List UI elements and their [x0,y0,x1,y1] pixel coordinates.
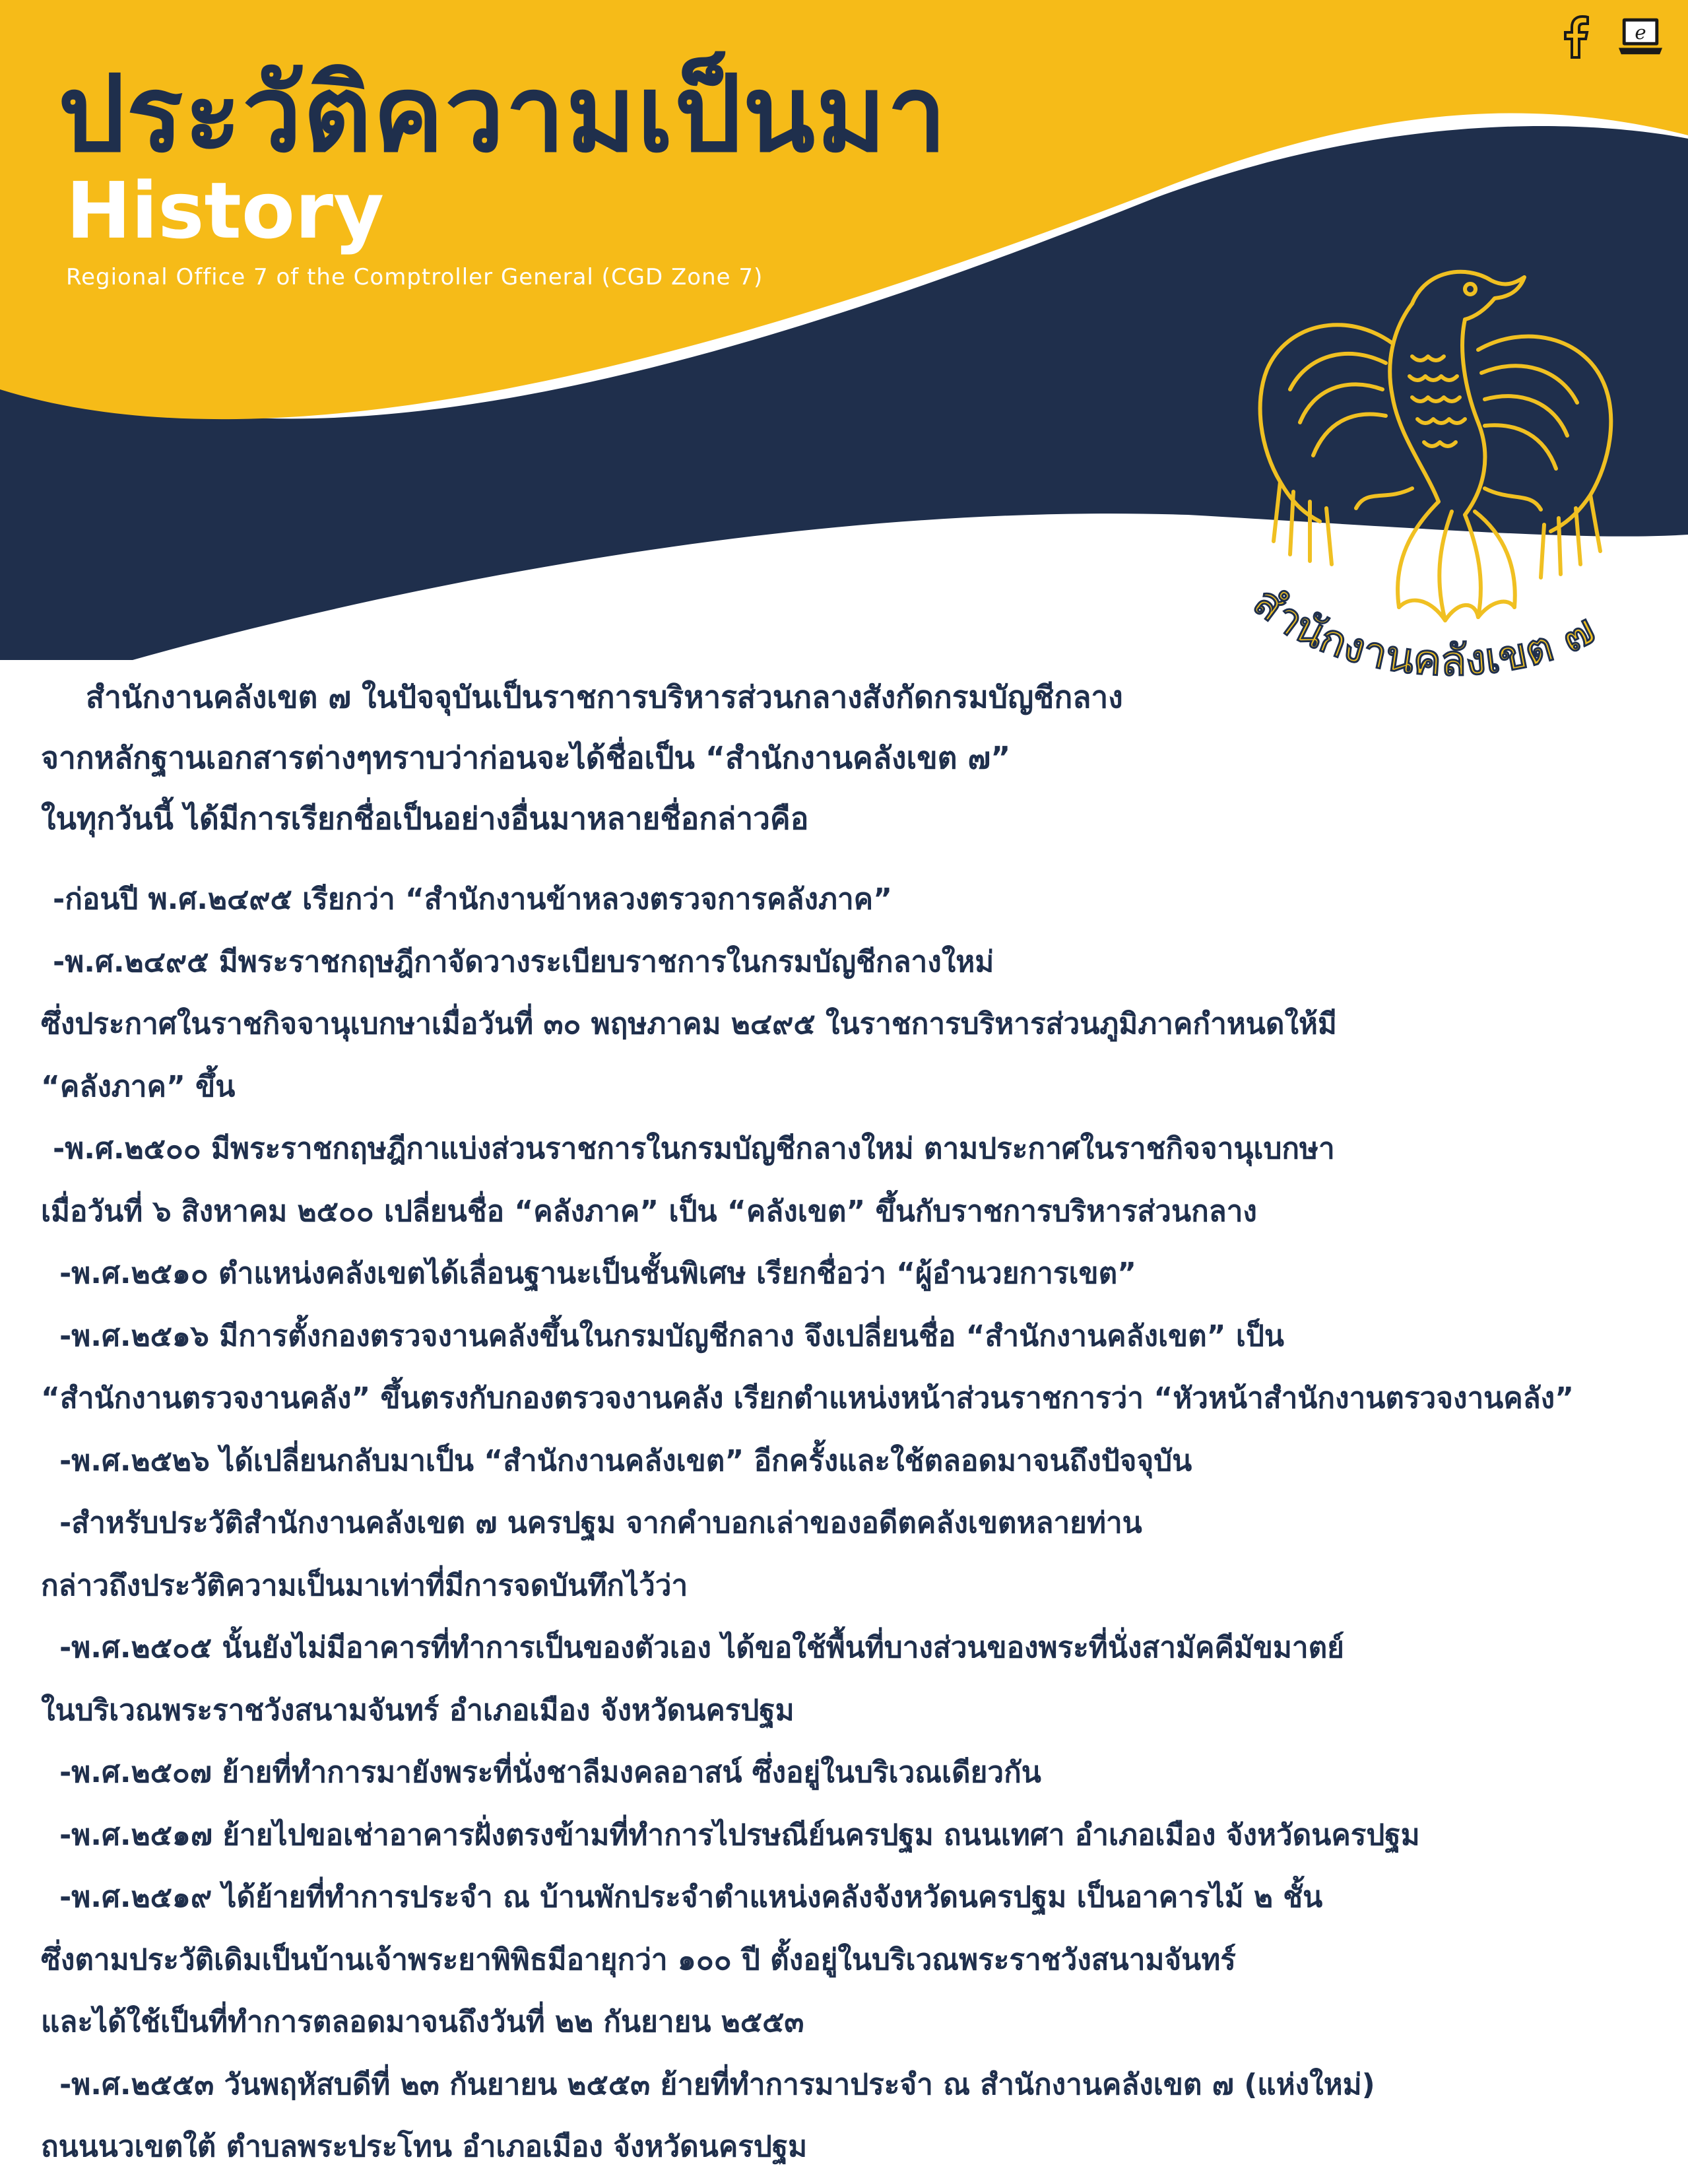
history-line: -พ.ศ.๒๕๑๖ มีการตั้งกองตรวจงานคลังขึ้นในกรมบัญชีกลาง จึงเปลี่ยนชื่อ “สำนักงานคลังเขต” เป็น [59,1319,1284,1353]
history-line: ซึ่งตามประวัติเดิมเป็นบ้านเจ้าพระยาพิพิธมีอายุกว่า ๑๐๐ ปี ตั้งอยู่ในบริเวณพระราชวังสนามจันทร์ [41,1942,1236,1977]
history-line: และได้ใช้เป็นที่ทำการตลอดมาจนถึงวันที่ ๒๒ กันยายน ๒๕๕๓ [41,2005,804,2039]
history-line: กล่าวถึงประวัติความเป็นมาเท่าที่มีการจดบันทึกไว้ว่า [41,1568,688,1603]
history-line: -สำหรับประวัติสำนักงานคลังเขต ๗ นครปฐม จากคำบอกเล่าของอดีตคลังเขตหลายท่าน [59,1506,1142,1540]
facebook-icon[interactable] [1554,13,1600,59]
social-links [1554,13,1664,59]
intro-line: จากหลักฐานเอกสารต่างๆทราบว่าก่อนจะได้ชื่อเป็น “สำนักงานคลังเขต ๗” [41,740,1011,776]
emblem-caption: สำนักงานคลังเขต ๗ [1244,577,1604,686]
history-line: -พ.ศ.๒๕๑๐ ตำแหน่งคลังเขตได้เลื่อนฐานะเป็นชั้นพิเศษ เรียกชื่อว่า “ผู้อำนวยการเขต” [59,1257,1137,1290]
history-content [41,667,1671,2179]
history-line: -พ.ศ.๒๕๕๓ วันพฤหัสบดีที่ ๒๓ กันยายน ๒๕๕๓ ย้ายที่ทำการมาประจำ ณ สำนักงานคลังเขต ๗ (แห่งใหม่) [59,2067,1375,2101]
garuda-emblem [1214,251,1650,726]
page-subtitle: Regional Office 7 of the Comptroller General (CGD Zone 7) [66,264,763,290]
history-line: ถนนนวเขตใต้ ตำบลพระประโทน อำเภอเมือง จังหวัดนครปฐม [41,2130,808,2164]
garuda-icon [1260,272,1611,620]
history-line: -พ.ศ.๒๕๐๗ ย้ายที่ทำการมายังพระที่นั่งชาลีมงคลอาสน์ ซึ่งอยู่ในบริเวณเดียวกัน [59,1756,1041,1789]
history-line: -พ.ศ.๒๕๐๐ มีพระราชกฤษฎีกาแบ่งส่วนราชการในกรมบัญชีกลางใหม่ ตามประกาศในราชกิจจานุเบกษา [53,1132,1335,1166]
history-line: -พ.ศ.๒๕๑๙ ได้ย้ายที่ทำการประจำ ณ บ้านพักประจำตำแหน่งคลังจังหวัดนครปฐม เป็นอาคารไม้ ๒ ชั้น [59,1880,1323,1914]
history-line: -ก่อนปี พ.ศ.๒๔๙๕ เรียกว่า “สำนักงานข้าหลวงตรวจการคลังภาค” [53,882,893,916]
history-line: ในบริเวณพระราชวังสนามจันทร์ อำเภอเมือง จังหวัดนครปฐม [41,1693,795,1727]
history-line: ซึ่งประกาศในราชกิจจานุเบกษาเมื่อวันที่ ๓๐ พฤษภาคม ๒๔๙๕ ในราชการบริหารส่วนภูมิภาคกำหนดให้มี [41,1007,1337,1041]
history-line: “คลังภาค” ขึ้น [41,1069,236,1104]
history-line: -พ.ศ.๒๕๒๖ ได้เปลี่ยนกลับมาเป็น “สำนักงานคลังเขต” อีกครั้งและใช้ตลอดมาจนถึงปัจจุบัน [59,1443,1192,1478]
page-title: ประวัติความเป็นมา [58,52,948,176]
history-line: -พ.ศ.๒๕๑๗ ย้ายไปขอเช่าอาคารฝั่งตรงข้ามที่ทำการไปรษณีย์นครปฐม ถนนเทศา อำเภอเมือง จังหวัดนครปฐม [59,1818,1420,1852]
history-line: เมื่อวันที่ ๖ สิงหาคม ๒๕๐๐ เปลี่ยนชื่อ “คลังภาค” เป็น “คลังเขต” ขึ้นกับราชการบริหารส่วนกลาง [41,1194,1257,1228]
svg-text:e: e [1635,20,1646,44]
intro-line: สำนักงานคลังเขต ๗ ในปัจจุบันเป็นราชการบริหารส่วนกลางสังกัดกรมบัญชีกลาง [86,679,1123,715]
history-line: -พ.ศ.๒๕๐๕ นั้นยังไม่มีอาคารที่ทำการเป็นของตัวเอง ได้ขอใช้พื้นที่บางส่วนของพระที่นั่งสามัคคีมัขมาตย์ [59,1631,1344,1665]
laptop-web-icon[interactable] [1617,13,1664,59]
intro-line: ในทุกวันนี้ ได้มีการเรียกชื่อเป็นอย่างอื่นมาหลายชื่อกล่าวคือ [41,801,809,836]
history-line: -พ.ศ.๒๔๙๕ มีพระราชกฤษฎีกาจัดวางระเบียบราชการในกรมบัญชีกลางใหม่ [53,944,994,979]
history-list [41,869,1671,2179]
history-line: “สำนักงานตรวจงานคลัง” ขึ้นตรงกับกองตรวจงานคลัง เรียกตำแหน่งหน้าส่วนราชการว่า “หัวหน้าสำนักงานตรวจงานคลัง” [41,1381,1574,1415]
page-title-english: History [66,165,385,256]
